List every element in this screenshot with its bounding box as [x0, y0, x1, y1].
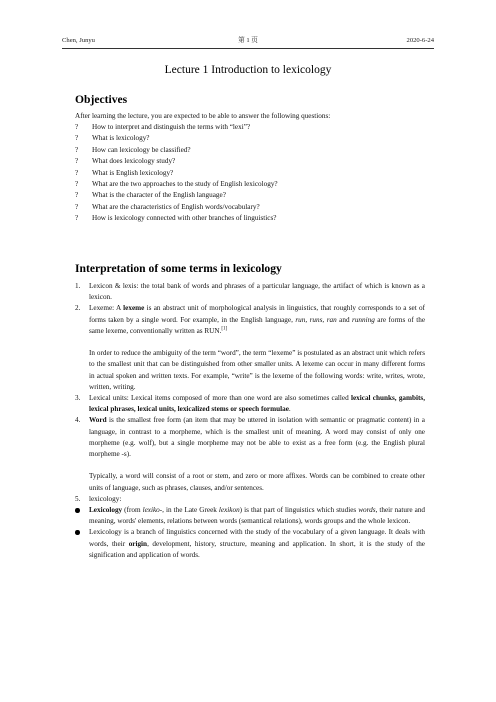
text-run: , in the Late Greek [162, 506, 219, 515]
item-text: lexicology: [89, 494, 122, 503]
term-item-word [75, 415, 425, 460]
text-run: and [336, 315, 353, 324]
item-text: Lexicon & lexis: the total bank of words and phrases of a particular language, the artifact of which is known as a lexicon. [89, 282, 425, 302]
header-date: 2020-6-24 [406, 37, 434, 44]
item-number: 3. [75, 394, 81, 403]
objectives-heading: Objectives [75, 93, 128, 106]
bold-term: Lexicology [89, 506, 123, 515]
header-author: Chen, Junyu [62, 37, 95, 44]
bullet-dot-icon [75, 508, 80, 513]
spacer [75, 460, 425, 471]
question-text: What is lexicology? [92, 134, 150, 143]
question-text: What is English lexicology? [92, 168, 174, 177]
bullet-item [75, 505, 425, 527]
term-item-lexical-units [75, 393, 425, 415]
question-list [75, 122, 435, 225]
question-item [75, 213, 435, 224]
text-run: , [305, 315, 310, 324]
text-run: ) is that part of linguistics which studies [239, 506, 359, 515]
question-item [75, 156, 435, 167]
text-run: is the smallest free form (an item that may be uttered in isolation with semantic or pragmatic content) in a language, in contrast to a morpheme, which is the smallest unit of meaning. A word may consist of only one morpheme (e.g. wolf), but a single morpheme may not be able to exist as a free form (e.g. the English plural morpheme -s). [89, 416, 425, 459]
lecture-title: Lecture 1 Introduction to lexicology [164, 64, 332, 76]
question-mark: ? [75, 191, 79, 200]
example-word: running [352, 315, 375, 324]
question-mark: ? [75, 123, 79, 131]
bold-term: origin [128, 539, 148, 548]
question-item [75, 190, 435, 201]
question-mark: ? [75, 214, 79, 223]
question-text: How can lexicology be classified? [92, 145, 191, 154]
example-word: ran [326, 315, 337, 324]
bullet-item [75, 527, 425, 561]
italic-term: lexikon [218, 506, 240, 515]
bold-term: Word [89, 416, 107, 425]
question-item [75, 122, 435, 133]
question-mark: ? [75, 202, 79, 211]
bold-term: lexical chunks, gambits, lexical phrases, lexical units, lexicalized stems or speech formulae [89, 394, 425, 414]
term-item-lexicology [75, 494, 425, 505]
italic-term: lexiko- [142, 506, 163, 515]
question-text: How to interpret and distinguish the terms with “lexi”? [92, 123, 251, 131]
text-run: , [322, 315, 327, 324]
reference-link[interactable]: [1] [221, 326, 228, 332]
text-run: are forms of the same lexeme, conventionally written as RUN. [89, 315, 426, 335]
text-run: , development, history, structure, meaning and application. In short, it is the study of the signification and application of words. [89, 539, 425, 559]
bold-term: lexeme [123, 304, 145, 313]
item-number: 5. [75, 494, 81, 503]
item-number: 1. [75, 282, 81, 290]
question-text: What are the characteristics of English words/vocabulary? [92, 202, 260, 211]
text-run: is an abstract unit of morphological analysis in linguistics, that roughly corresponds to a set of forms taken by a single word. For example, in the English language, [89, 304, 425, 324]
question-text: What are the two approaches to the study of English lexicology? [92, 179, 278, 188]
question-mark: ? [75, 168, 79, 177]
question-mark: ? [75, 134, 79, 143]
question-mark: ? [75, 157, 79, 166]
question-text: What is the character of the English language? [92, 191, 226, 200]
item-number: 4. [75, 416, 81, 425]
text-run: . [288, 405, 291, 414]
lexeme-paragraph: In order to reduce the ambiguity of the term “word”, the term “lexeme” is postulated as an abstract unit which refers to the smallest unit that can be distinguished from other smaller units. A lexeme can occur in many different forms in actual spoken and written texts. For example, “write” is the lexeme of the following words: write, writes, wrote, written, writing. [89, 349, 425, 391]
question-mark: ? [75, 145, 79, 154]
text-run: Lexicology is a branch of linguistics concerned with the study of the vocabulary of a given language. It deals with words, their [89, 528, 425, 548]
example-word: run [295, 315, 306, 324]
question-item [75, 145, 435, 156]
text-run: (from [122, 506, 143, 515]
text-run: , their nature and meaning, words' elements, relations between words (semantical relations), words groups and the whole lexicon. [89, 506, 426, 526]
question-mark: ? [75, 179, 79, 188]
example-word: runs [309, 315, 323, 324]
question-item [75, 168, 435, 179]
objectives-intro: After learning the lecture, you are expected to be able to answer the following questions: [75, 112, 331, 120]
bullet-dot-icon [75, 530, 80, 535]
interpretation-heading: Interpretation of some terms in lexicology [75, 262, 282, 275]
text-run: Lexical units: Lexical items composed of more than one word are also sometimes called [89, 394, 351, 403]
item-number: 2. [75, 304, 81, 313]
header-page-number: 第 1 页 [238, 37, 258, 44]
word-paragraph: Typically, a word will consist of a root or stem, and zero or more affixes. Words can be combined to create other units of language, such as phrases, clauses, and/or sentences. [89, 472, 425, 492]
question-item [75, 179, 435, 190]
question-text: What does lexicology study? [92, 157, 176, 166]
text-run: Lexeme: A [89, 304, 124, 313]
italic-term: words [358, 506, 376, 515]
page-header [62, 36, 434, 49]
question-item [75, 202, 435, 213]
term-item-lexicon [75, 281, 425, 303]
question-item [75, 133, 435, 144]
spacer [75, 337, 425, 348]
question-text: How is lexicology connected with other branches of linguistics? [92, 214, 277, 223]
interpretation-body [75, 281, 425, 561]
term-item-lexeme [75, 303, 425, 337]
